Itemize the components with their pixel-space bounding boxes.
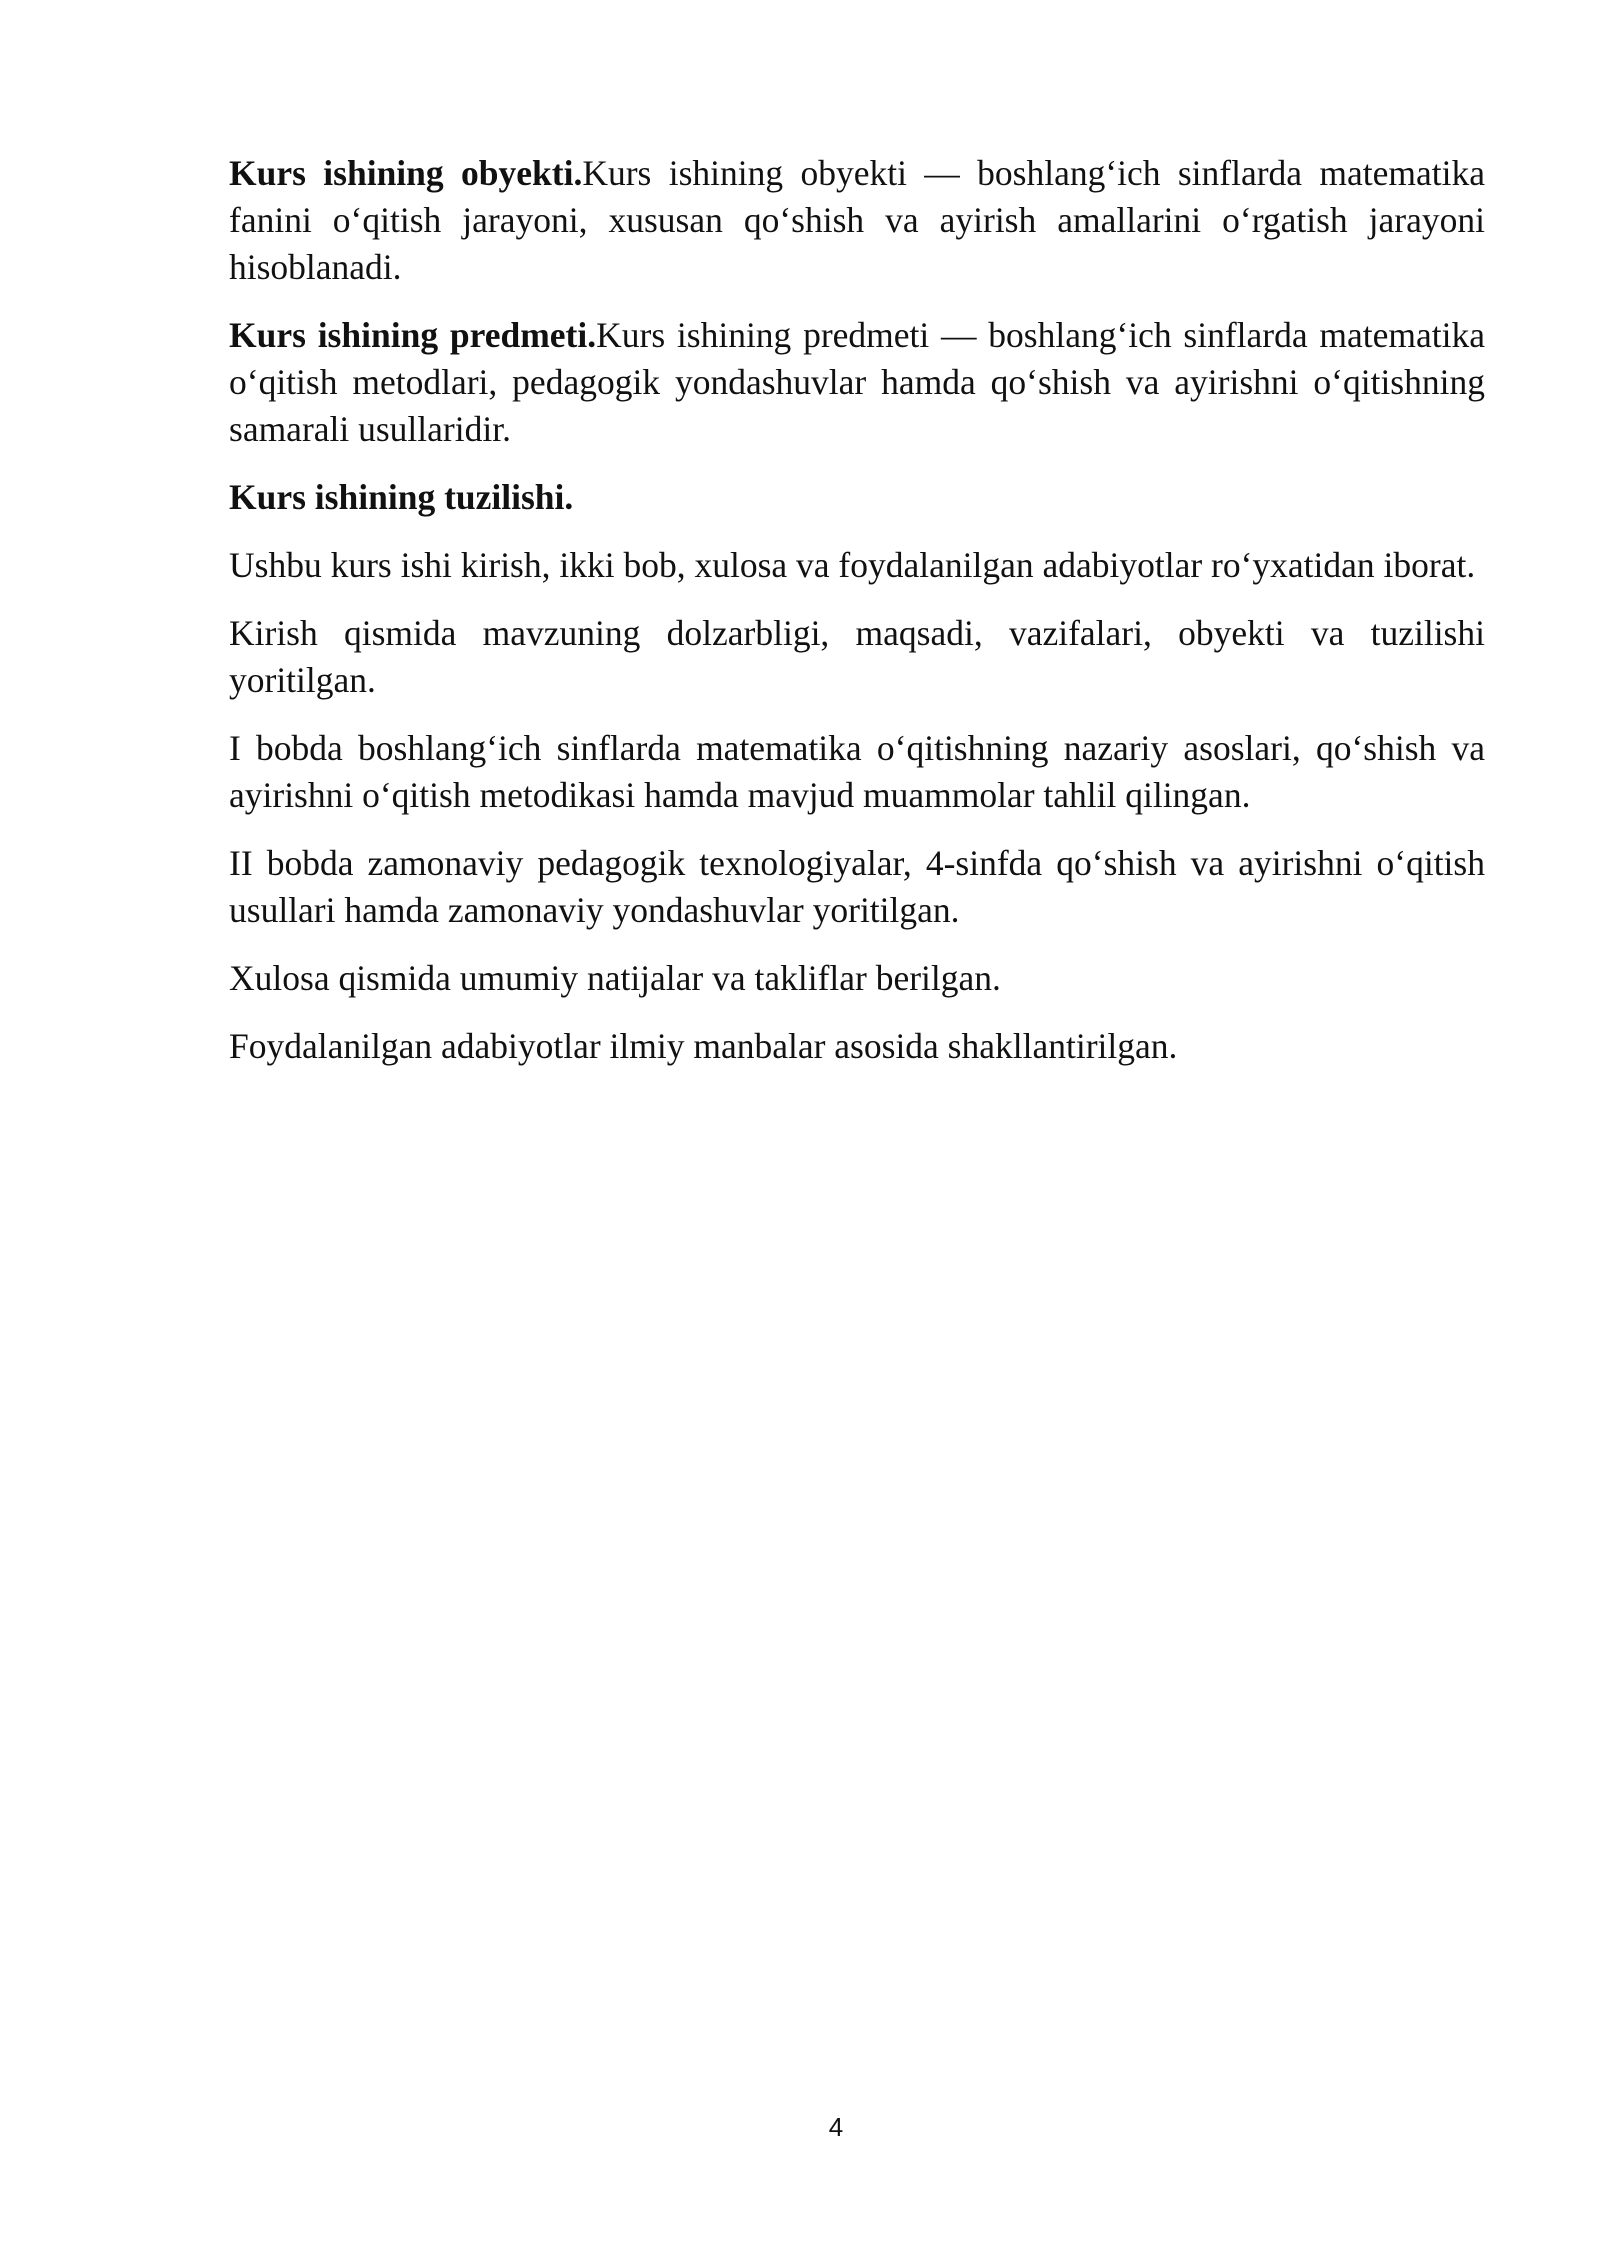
paragraph-text: Kurs ishining obyekti — boshlang‘ich sinflarda matematika fanini o‘qitish jarayoni, xususan qo‘shish va ayirish amallarini o‘rgatish jarayoni hisoblanadi. bbox=[229, 153, 1486, 287]
page-number: 4 bbox=[828, 2112, 844, 2142]
paragraph-text: Kurs ishining predmeti — boshlang‘ich sinflarda matematika o‘qitish metodlari, pedagogik yondashuvlar hamda qo‘shish va ayirishni o‘qitishning samarali usullaridir. bbox=[229, 315, 1485, 449]
paragraph-structure-overview bbox=[229, 542, 1485, 589]
paragraph-object bbox=[229, 150, 1485, 291]
paragraph-text: II bobda zamonaviy pedagogik texnologiyalar, 4-sinfda qo‘shish va ayirishni o‘qitish usullari hamda zamonaviy yondashuvlar yoritilgan. bbox=[229, 843, 1485, 930]
paragraph-heading: Kurs ishining tuzilishi. bbox=[229, 477, 574, 517]
paragraph-conclusion bbox=[229, 955, 1485, 1002]
paragraph-chapter-one bbox=[229, 725, 1485, 819]
paragraph-text: Kirish qismida mavzuning dolzarbligi, maqsadi, vazifalari, obyekti va tuzilishi yoritilgan. bbox=[229, 613, 1485, 700]
paragraph-text: Ushbu kurs ishi kirish, ikki bob, xulosa va foydalanilgan adabiyotlar ro‘yxatidan iborat. bbox=[229, 545, 1476, 585]
paragraph-text: Foydalanilgan adabiyotlar ilmiy manbalar asosida shakllantirilgan. bbox=[229, 1026, 1178, 1066]
paragraph-heading: Kurs ishining predmeti. bbox=[229, 315, 597, 355]
paragraph-structure-heading bbox=[229, 474, 1485, 521]
paragraph-text: I bobda boshlang‘ich sinflarda matematika o‘qitishning nazariy asoslari, qo‘shish va ayirishni o‘qitish metodikasi hamda mavjud muammolar tahlil qilingan. bbox=[229, 728, 1485, 815]
paragraph-subject bbox=[229, 312, 1485, 453]
paragraph-chapter-two bbox=[229, 840, 1485, 934]
paragraph-text: Xulosa qismida umumiy natijalar va takliflar berilgan. bbox=[229, 958, 1001, 998]
paragraph-introduction bbox=[229, 610, 1485, 704]
paragraph-references bbox=[229, 1023, 1485, 1070]
paragraph-heading: Kurs ishining obyekti. bbox=[229, 153, 583, 193]
document-body bbox=[229, 150, 1485, 1091]
